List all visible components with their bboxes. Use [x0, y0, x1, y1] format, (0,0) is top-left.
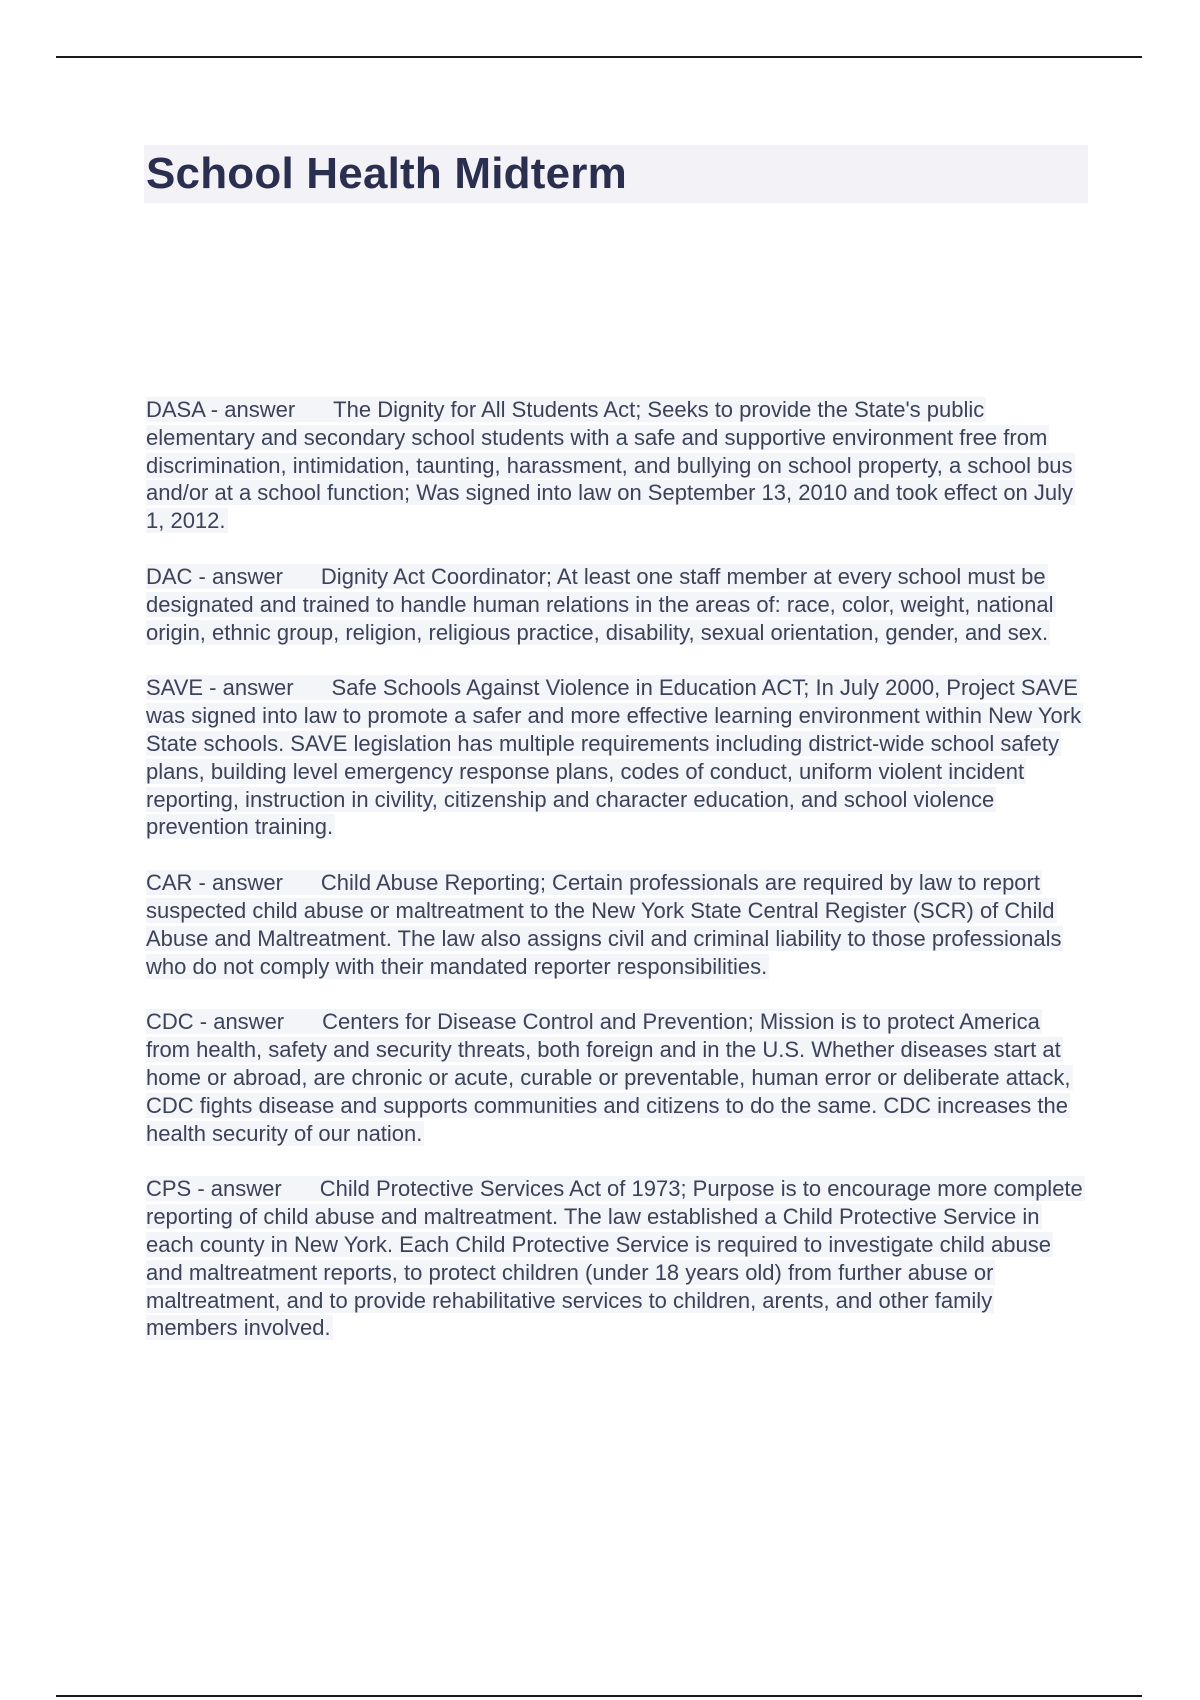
- entry-term: CPS - answer: [146, 1176, 282, 1202]
- entry-definition: The Dignity for All Students Act; Seeks to provide the State's public elementary and secondary school students with a safe and supportive environment free from discrimination, intimidation, taunting, harassment, and bullying on school property, a school bus and/or at a school function; Was signed into law on September 13, 2010 and took effect on July 1, 2012.: [146, 397, 1074, 534]
- top-rule: [56, 56, 1142, 58]
- entry-save: [146, 674, 1086, 841]
- entry-dac: [146, 563, 1086, 646]
- entry-car: [146, 869, 1086, 980]
- entry-definition: Centers for Disease Control and Prevention; Mission is to protect America from health, safety and security threats, both foreign and in the U.S. Whether diseases start at home or abroad, are chronic or acute, curable or preventable, human error or deliberate attack, CDC fights disease and supports communities and citizens to do the same. CDC increases the health security of our nation.: [146, 1009, 1071, 1146]
- entry-dasa: [146, 396, 1086, 535]
- entry-term: CDC - answer: [146, 1009, 285, 1035]
- entry-term: DAC - answer: [146, 563, 283, 589]
- entry-term: DASA - answer: [146, 397, 296, 422]
- entry-cps: [146, 1175, 1086, 1342]
- entry-definition: Child Protective Services Act of 1973; Purpose is to encourage more complete reporting of child abuse and maltreatment. The law established a Child Protective Service in each county in New York. Each Child Protective Service is required to investigate child abuse and maltreatment reports, to protect children (under 18 years old) from further abuse or maltreatment, and to provide rehabilitative services to children, arents, and other family members involved.: [146, 1176, 1083, 1341]
- entry-definition: Child Abuse Reporting; Certain professionals are required by law to report suspected child abuse or maltreatment to the New York State Central Register (SCR) of Child Abuse and Maltreatment. The law also assigns civil and criminal liability to those professionals who do not comply with their mandated reporter responsibilities.: [146, 870, 1062, 979]
- entry-cdc: [146, 1008, 1086, 1147]
- page-title: School Health Midterm: [146, 149, 627, 198]
- entry-definition: Safe Schools Against Violence in Education ACT; In July 2000, Project SAVE was signed into law to promote a safer and more effective learning environment within New York State schools. SAVE legislation has multiple requirements including district-wide school safety plans, building level emergency response plans, codes of conduct, uniform violent incident reporting, instruction in civility, citizenship and character education, and school violence prevention training.: [146, 675, 1082, 840]
- bottom-rule: [56, 1695, 1142, 1697]
- entry-term: SAVE - answer: [146, 675, 294, 701]
- glossary-entries: [146, 396, 1086, 1370]
- entry-definition: Dignity Act Coordinator; At least one staff member at every school must be designated and trained to handle human relations in the areas of: race, color, weight, national origin, ethnic group, religion, religious practice, disability, sexual orientation, gender, and sex.: [146, 563, 1054, 645]
- entry-term: CAR - answer: [146, 870, 283, 896]
